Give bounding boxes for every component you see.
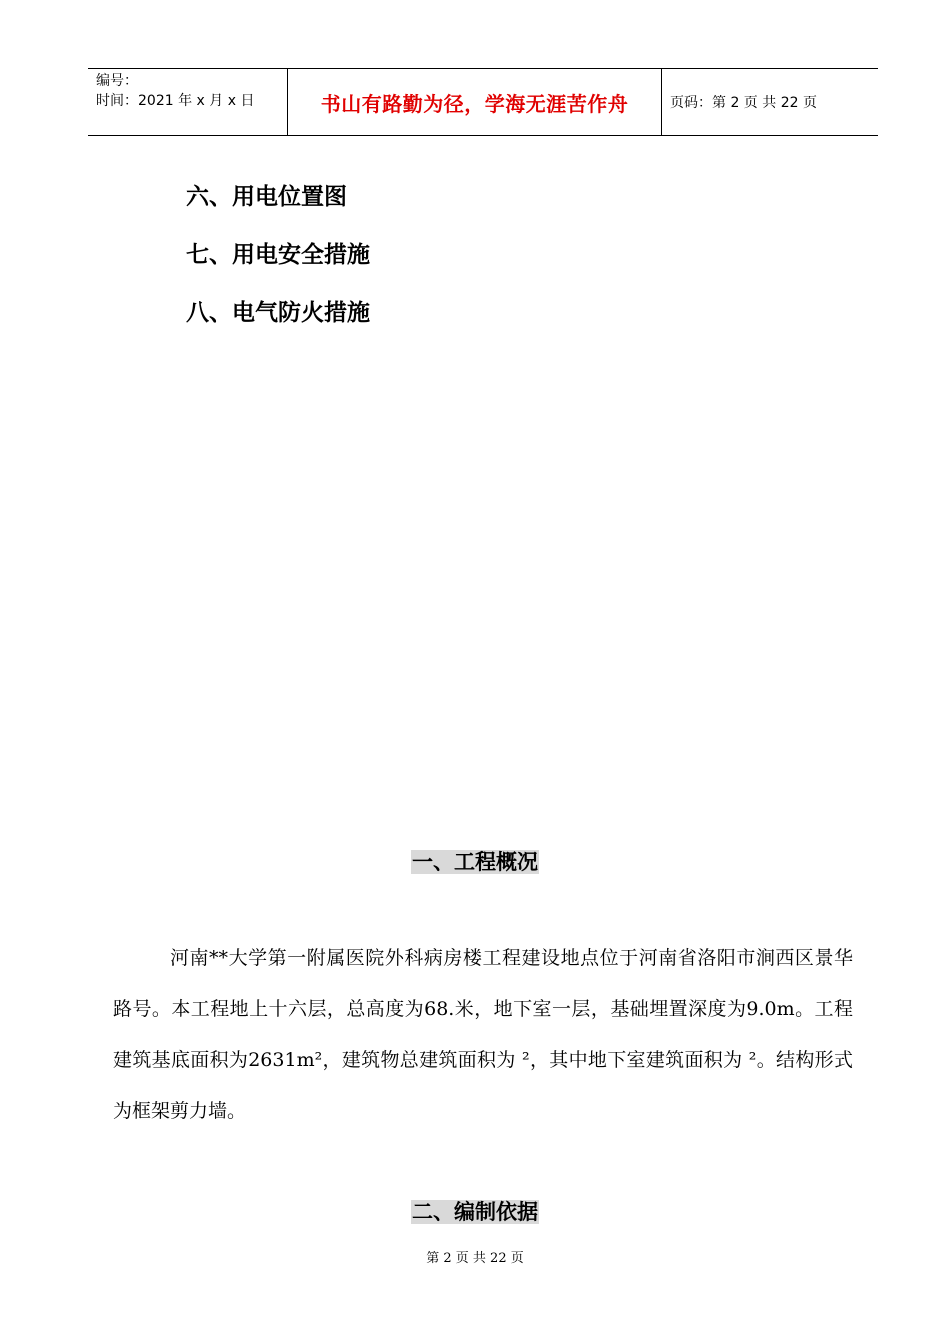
section-title-overview-text: 一、工程概况 — [412, 850, 538, 874]
section-title-basis-text: 二、编制依据 — [412, 1200, 538, 1224]
toc-item-8: 八、电气防火措施 — [186, 300, 370, 326]
header-motto: 书山有路勤为径，学海无涯苦作舟 — [320, 91, 629, 116]
toc-item-7: 七、用电安全措施 — [186, 242, 370, 268]
overview-paragraph: 河南**大学第一附属医院外科病房楼工程建设地点位于河南省洛阳市涧西区景华路号。本工程地上十六层，总高度为68.米，地下室一层，基础埋置深度为9.0m。工程建筑基底面积为2631m²，建筑物总建筑面积为 ²，其中地下室建筑面积为 ²。结构形式为框架剪力墙。 — [113, 947, 853, 1122]
section-title-basis — [0, 1196, 950, 1226]
header-page-cell — [662, 69, 878, 135]
header-motto-cell — [288, 69, 662, 135]
page-header — [88, 68, 878, 136]
header-meta-cell — [88, 69, 288, 135]
header-page-number: 页码：第 2 页 共 22 页 — [670, 95, 817, 111]
toc-item-6: 六、用电位置图 — [186, 184, 347, 210]
section-title-overview — [0, 846, 950, 876]
document-number: 编号： — [96, 73, 138, 89]
page-footer: 第 2 页 共 22 页 — [426, 1251, 524, 1266]
document-time: 时间：2021 年 x 月 x 日 — [96, 93, 255, 109]
